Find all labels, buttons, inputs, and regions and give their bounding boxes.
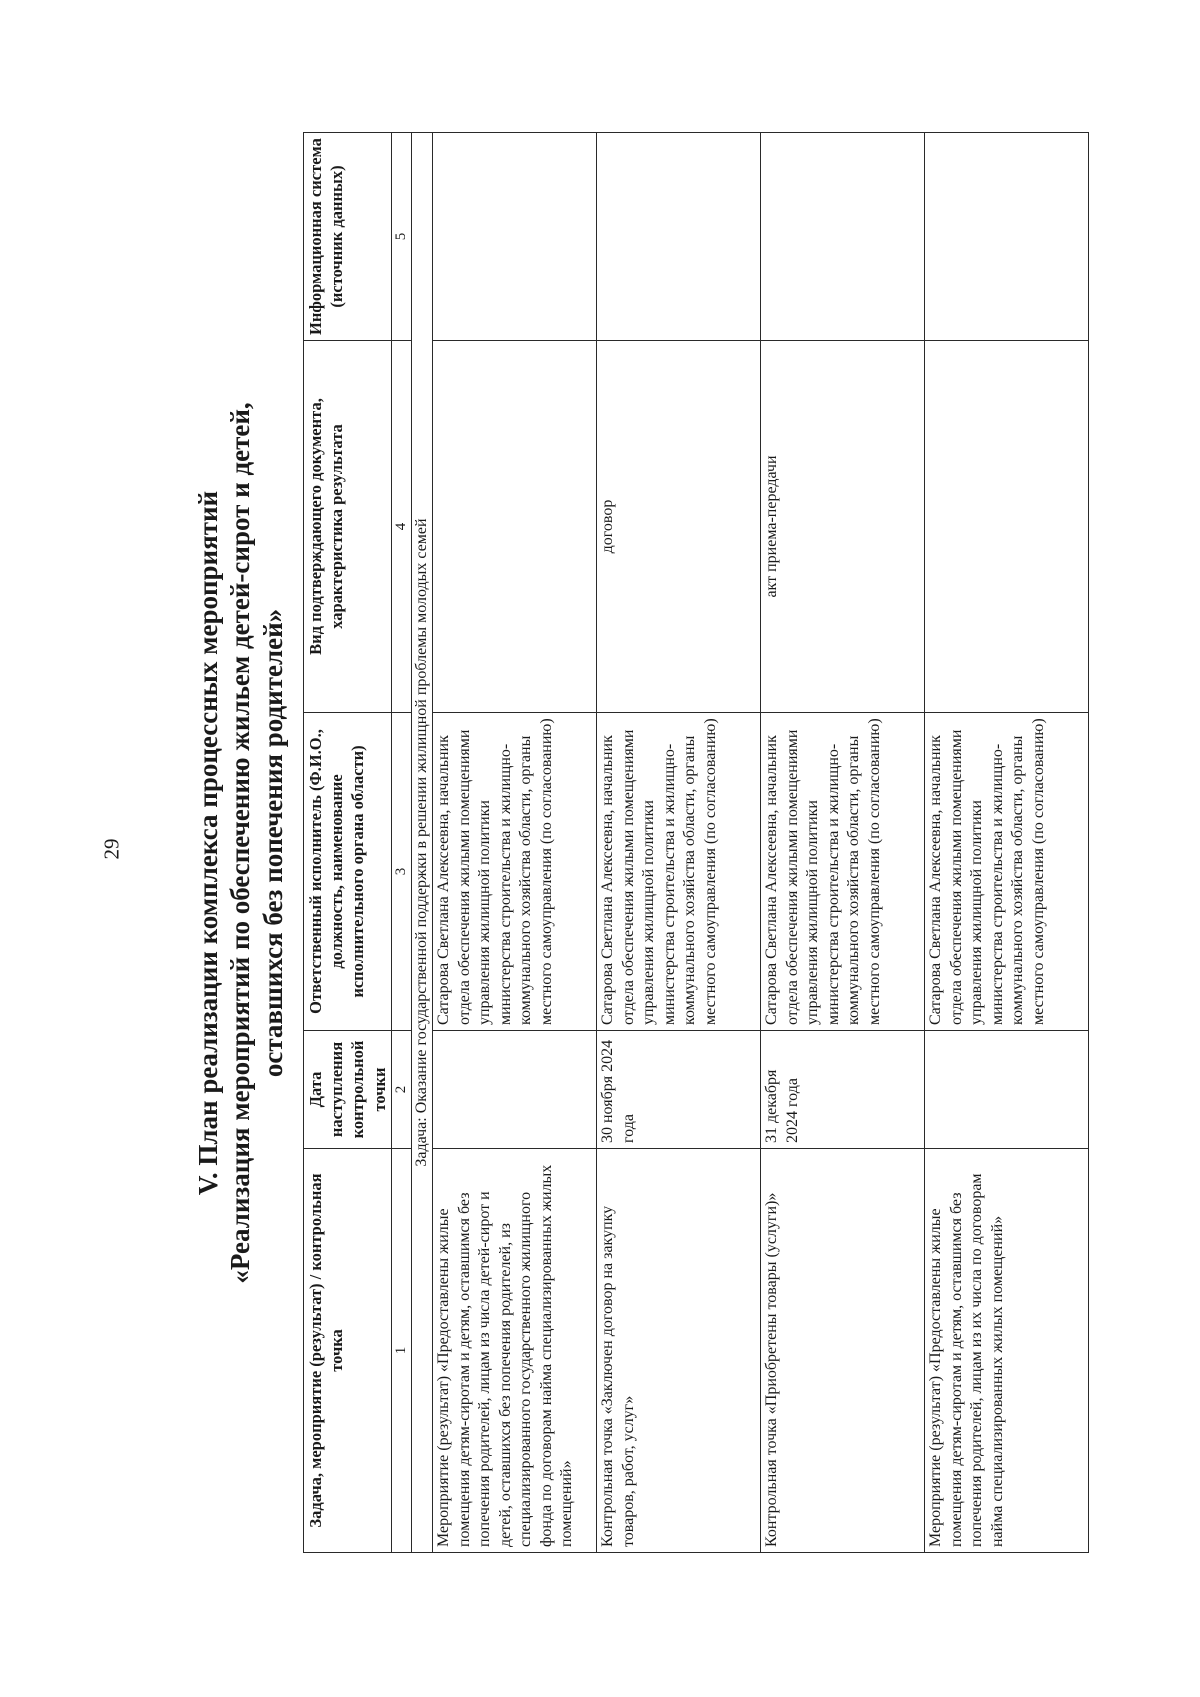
task-row: [411, 133, 432, 1553]
table-row: [433, 133, 597, 1553]
cell-event-name: Контрольная точка «Заключен договор на закупку товаров, работ, услуг»: [597, 1149, 761, 1553]
column-numbers-row: [391, 133, 411, 1553]
cell-event-name: Мероприятие (результат) «Предоставлены жилые помещения детям-сиротам и детям, оставшимся без попечения родителей, лицам из числа детей-сирот и детей, оставшихся без попечения родителей, из специализированного государственного жилищного фонда по договорам найма специализированных жилых помещений»: [433, 1149, 597, 1553]
cell-event-name: Контрольная точка «Приобретены товары (услуги)»: [761, 1149, 925, 1553]
section-subtitle-line-1: «Реализация мероприятий по обеспечению жильем детей-сирот и детей,: [225, 402, 256, 1284]
task-text: Задача: Оказание государственной поддержки в решении жилищной проблемы молодых семей: [411, 133, 432, 1553]
header-info-system: Информационная система (источник данных): [304, 133, 391, 341]
rotated-landscape-content: [192, 133, 1152, 1553]
cell-date: 30 ноября 2024 года: [597, 1031, 761, 1149]
cell-executor: Сатарова Светлана Алексеевна, начальник отдела обеспечения жилыми помещениями управления жилищной политики министерства строительства и жилищно-коммунального хозяйства области, органы местного самоуправления (по согласованию): [597, 713, 761, 1031]
header-date: Дата наступления контрольной точки: [304, 1031, 391, 1149]
column-number: 2: [391, 1031, 411, 1149]
page-number: 29: [99, 838, 124, 860]
cell-document: [433, 341, 597, 713]
section-heading: [192, 133, 289, 1553]
cell-date: 31 декабря 2024 года: [761, 1031, 925, 1149]
cell-executor: Сатарова Светлана Алексеевна, начальник отдела обеспечения жилыми помещениями управления жилищной политики министерства строительства и жилищно-коммунального хозяйства области, органы местного самоуправления (по согласованию): [433, 713, 597, 1031]
cell-info-system: [761, 133, 925, 341]
cell-document: договор: [597, 341, 761, 713]
header-task-event: Задача, мероприятие (результат) / контрольная точка: [304, 1149, 391, 1553]
cell-executor: Сатарова Светлана Алексеевна, начальник отдела обеспечения жилыми помещениями управления жилищной политики министерства строительства и жилищно-коммунального хозяйства области, органы местного самоуправления (по согласованию): [761, 713, 925, 1031]
section-subtitle-line-2: оставшихся без попечения родителей»: [257, 608, 288, 1078]
cell-executor: Сатарова Светлана Алексеевна, начальник отдела обеспечения жилыми помещениями управления жилищной политики министерства строительства и жилищно-коммунального хозяйства области, органы местного самоуправления (по согласованию): [925, 713, 1089, 1031]
header-executor: Ответственный исполнитель (Ф.И.О., должность, наименование исполнительного органа области): [304, 713, 391, 1031]
cell-event-name: Мероприятие (результат) «Предоставлены жилые помещения детям-сиротам и детям, оставшимся без попечения родителей, лицам из их числа по договорам найма специализированных жилых помещений»: [925, 1149, 1089, 1553]
cell-document: [925, 341, 1089, 713]
cell-info-system: [433, 133, 597, 341]
table-row: [925, 133, 1089, 1553]
table-row: [761, 133, 925, 1553]
column-number: 4: [391, 341, 411, 713]
table-row: [597, 133, 761, 1553]
header-document: Вид подтверждающего документа, характеристика результата: [304, 341, 391, 713]
cell-date: [433, 1031, 597, 1149]
cell-info-system: [925, 133, 1089, 341]
cell-document: акт приема-передачи: [761, 341, 925, 713]
column-number: 5: [391, 133, 411, 341]
column-number: 3: [391, 713, 411, 1031]
section-title: V. План реализации комплекса процессных мероприятий: [193, 490, 223, 1196]
cell-info-system: [597, 133, 761, 341]
cell-date: [925, 1031, 1089, 1149]
column-number: 1: [391, 1149, 411, 1553]
table-header-row: [304, 133, 391, 1553]
implementation-plan-table: [303, 132, 1089, 1553]
